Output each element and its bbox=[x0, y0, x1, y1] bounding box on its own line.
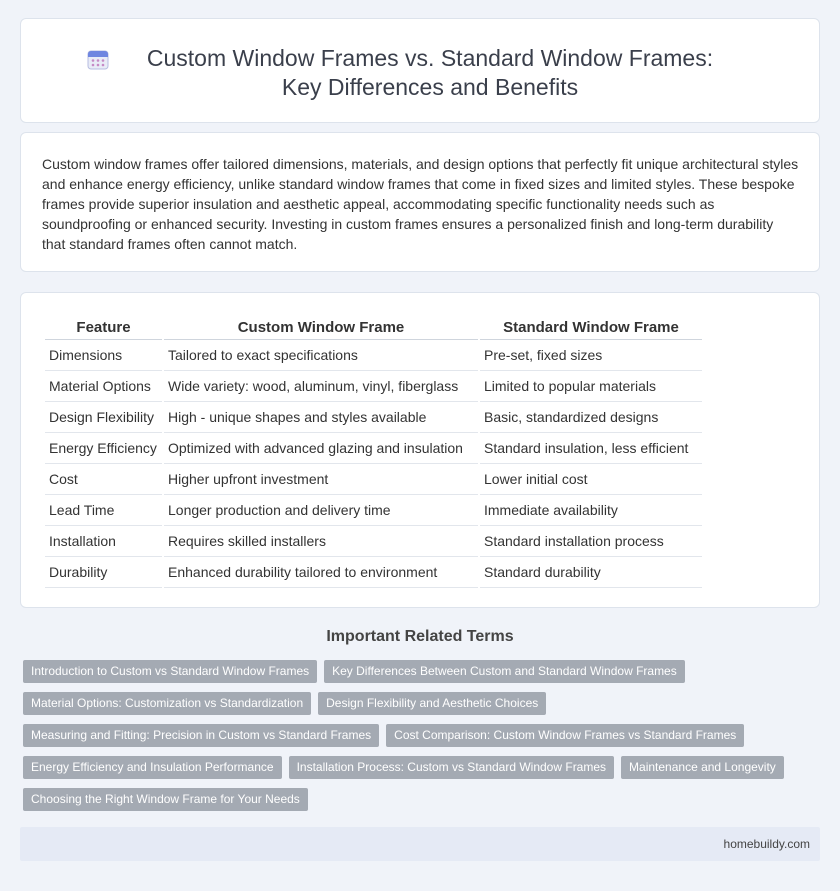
related-term-tag[interactable]: Measuring and Fitting: Precision in Custom vs Standard Frames bbox=[23, 724, 379, 747]
header-card bbox=[20, 18, 820, 123]
table-cell: Wide variety: wood, aluminum, vinyl, fiberglass bbox=[164, 371, 478, 402]
table-cell: Pre-set, fixed sizes bbox=[480, 340, 702, 371]
table-cell: Enhanced durability tailored to environment bbox=[164, 557, 478, 588]
table-row bbox=[45, 464, 702, 495]
related-terms-heading: Important Related Terms bbox=[326, 628, 514, 645]
table-cell: Cost bbox=[45, 464, 162, 495]
table-cell: Limited to popular materials bbox=[480, 371, 702, 402]
table-row bbox=[45, 433, 702, 464]
table-row bbox=[45, 371, 702, 402]
table-cell: Material Options bbox=[45, 371, 162, 402]
table-cell: Longer production and delivery time bbox=[164, 495, 478, 526]
table-cell: Optimized with advanced glazing and insulation bbox=[164, 433, 478, 464]
table-cell: High - unique shapes and styles available bbox=[164, 402, 478, 433]
related-term-tag[interactable]: Cost Comparison: Custom Window Frames vs Standard Frames bbox=[386, 724, 744, 747]
table-cell: Energy Efficiency bbox=[45, 433, 162, 464]
page-title: Custom Window Frames vs. Standard Window Frames: Key Differences and Benefits bbox=[146, 45, 714, 100]
intro-paragraph: Custom window frames offer tailored dimensions, materials, and design options that perfectly fit unique architectural styles and enhance energy efficiency, unlike standard window frames that come in fixed sizes and limited styles. These bespoke frames provide superior insulation and aesthetic appeal, accommodating specific functionality needs such as soundproofing or enhanced security. Investing in custom frames ensures a personalized finish and long-term durability that standard frames often cannot match. bbox=[42, 156, 799, 252]
table-row bbox=[45, 495, 702, 526]
table-cell: Basic, standardized designs bbox=[480, 402, 702, 433]
related-term-tag[interactable]: Energy Efficiency and Insulation Performance bbox=[23, 756, 282, 779]
table-cell: Higher upfront investment bbox=[164, 464, 478, 495]
intro-card bbox=[20, 132, 820, 272]
related-term-tag[interactable]: Key Differences Between Custom and Standard Window Frames bbox=[324, 660, 685, 683]
related-term-tag[interactable]: Maintenance and Longevity bbox=[621, 756, 784, 779]
table-cell: Design Flexibility bbox=[45, 402, 162, 433]
table-cell: Standard durability bbox=[480, 557, 702, 588]
footer-site-link[interactable]: homebuildy.com bbox=[723, 837, 810, 851]
table-row bbox=[45, 526, 702, 557]
table-cell: Standard insulation, less efficient bbox=[480, 433, 702, 464]
column-header-feature: Feature bbox=[45, 315, 162, 340]
table-cell: Lower initial cost bbox=[480, 464, 702, 495]
table-cell: Lead Time bbox=[45, 495, 162, 526]
related-term-tag[interactable]: Design Flexibility and Aesthetic Choices bbox=[318, 692, 546, 715]
table-row bbox=[45, 402, 702, 433]
related-term-tag[interactable]: Installation Process: Custom vs Standard Window Frames bbox=[289, 756, 614, 779]
comparison-table-card bbox=[20, 292, 820, 608]
column-header-standard: Standard Window Frame bbox=[480, 315, 702, 340]
table-header-row bbox=[45, 315, 702, 340]
related-term-tag[interactable]: Material Options: Customization vs Standardization bbox=[23, 692, 311, 715]
related-term-tag[interactable]: Introduction to Custom vs Standard Window Frames bbox=[23, 660, 317, 683]
table-cell: Tailored to exact specifications bbox=[164, 340, 478, 371]
footer bbox=[20, 827, 820, 861]
table-row bbox=[45, 557, 702, 588]
table-cell: Durability bbox=[45, 557, 162, 588]
table-row bbox=[45, 340, 702, 371]
table-cell: Installation bbox=[45, 526, 162, 557]
table-cell: Dimensions bbox=[45, 340, 162, 371]
table-cell: Requires skilled installers bbox=[164, 526, 478, 557]
table-cell: Standard installation process bbox=[480, 526, 702, 557]
column-header-custom: Custom Window Frame bbox=[164, 315, 478, 340]
related-term-tag[interactable]: Choosing the Right Window Frame for Your Needs bbox=[23, 788, 308, 811]
table-cell: Immediate availability bbox=[480, 495, 702, 526]
comparison-table bbox=[43, 315, 704, 588]
related-terms-list bbox=[23, 660, 803, 811]
